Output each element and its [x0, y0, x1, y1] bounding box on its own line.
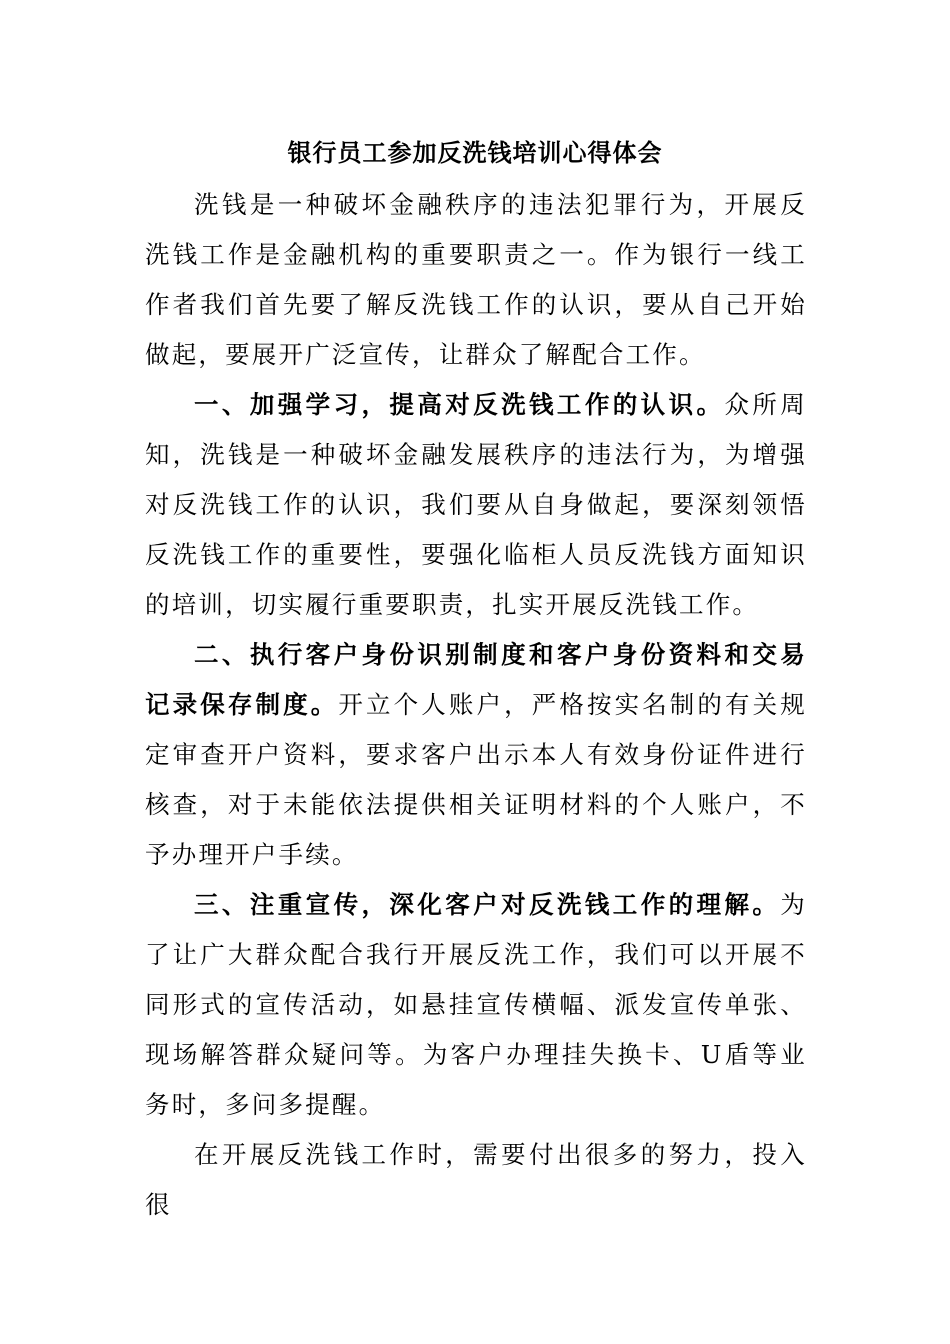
paragraph-closing — [145, 1130, 807, 1230]
section-2-text: 开立个人账户，严格按实名制的有关规定审查开户资料，要求客户出示本人有效身份证件进行核查，对于未能依法提供相关证明材料的个人账户，不予办理开户手续。 — [145, 690, 807, 869]
section-1-heading: 一、加强学习，提高对反洗钱工作的认识。 — [194, 390, 725, 419]
section-1-text: 众所周知，洗钱是一种破坏金融发展秩序的违法行为，为增强对反洗钱工作的认识，我们要从自身做起，要深刻领悟反洗钱工作的重要性，要强化临柜人员反洗钱方面知识的培训，切实履行重要职责，扎实开展反洗钱工作。 — [145, 390, 807, 619]
paragraph-closing-text: 在开展反洗钱工作时，需要付出很多的努力，投入很 — [145, 1140, 807, 1219]
section-3-text: 为了让广大群众配合我行开展反洗工作，我们可以开展不同形式的宣传活动，如悬挂宣传横幅、派发宣传单张、现场解答群众疑问等。为客户办理挂失换卡、U盾等业务时，多问多提醒。 — [145, 890, 807, 1119]
section-3-heading: 三、注重宣传，深化客户对反洗钱工作的理解。 — [194, 890, 781, 919]
paragraph-intro-text: 洗钱是一种破坏金融秩序的违法犯罪行为，开展反洗钱工作是金融机构的重要职责之一。作为银行一线工作者我们首先要了解反洗钱工作的认识，要从自己开始做起，要展开广泛宣传，让群众了解配合工作。 — [145, 190, 807, 369]
paragraph-section-3 — [145, 880, 807, 1130]
paragraph-section-1 — [145, 380, 807, 630]
paragraph-section-2 — [145, 630, 807, 880]
document-title: 银行员工参加反洗钱培训心得体会 — [287, 138, 663, 167]
paragraph-intro — [145, 180, 807, 380]
document-body — [145, 180, 807, 1230]
section-2-heading: 二、执行客户身份识别制度和客户身份资料和交易记录保存制度。 — [145, 640, 807, 719]
